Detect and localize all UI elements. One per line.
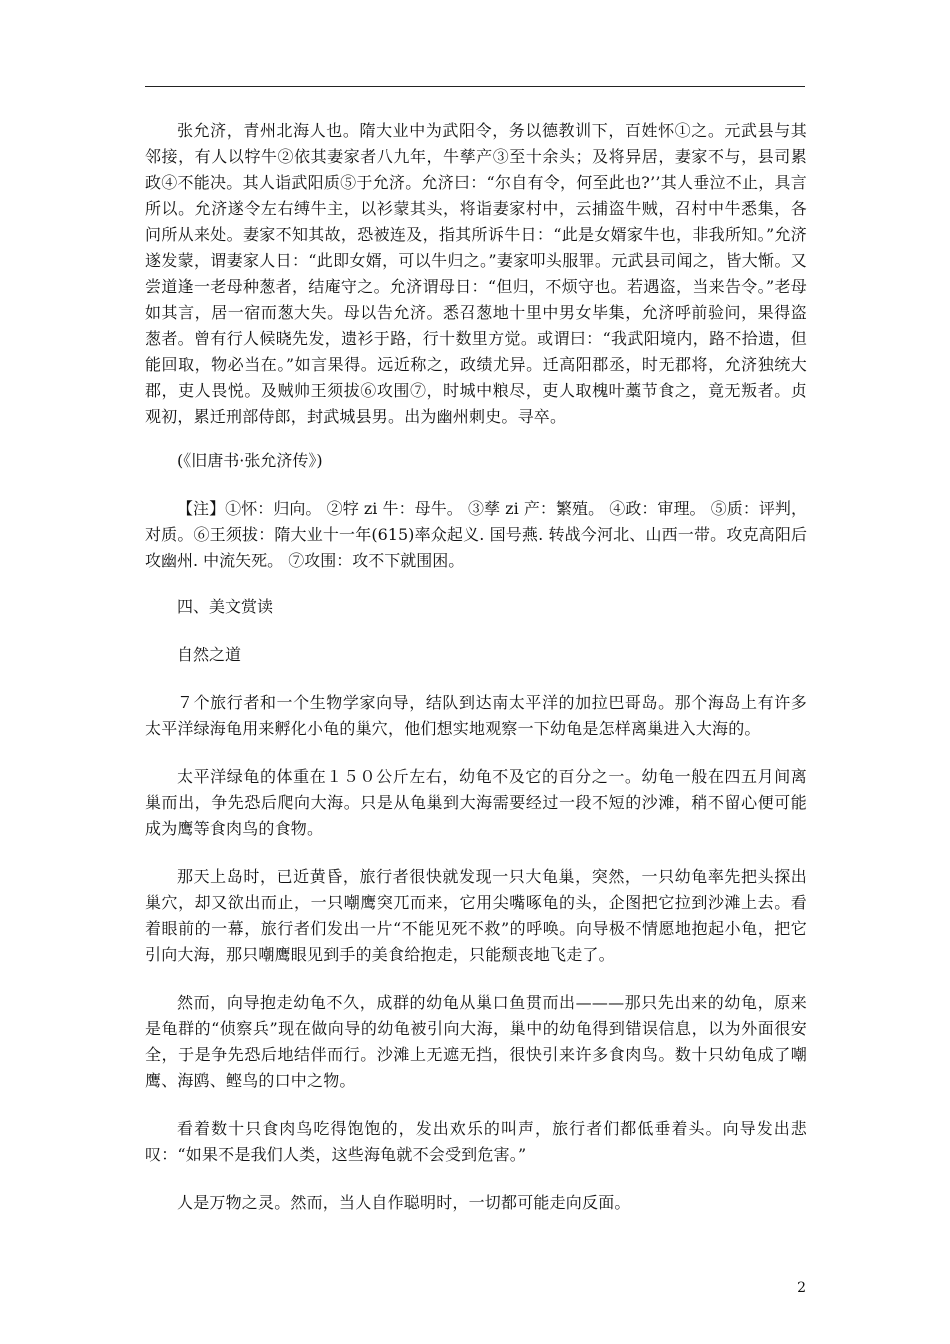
section-heading: 四、美文赏读	[177, 597, 274, 616]
document-body	[145, 118, 807, 1238]
classical-text-body: 张允济，青州北海人也。隋大业中为武阳令，务以德教训下，百姓怀①之。元武县与其邻接，有人以牸牛②依其妻家者八九年，牛孳产③至十余头；及将异居，妻家不与，县司累政④不能决。其人诣武阳质⑤于允济。允济曰：“尔自有令，何至此也?’’其人垂泣不止，具言所以。允济遂令左右缚牛主，以衫蒙其头，将诣妻家村中，云捕盗牛贼，召村中牛悉集，各问所从来处。妻家不知其故，恐被连及，指其所诉牛日：“此是女婿家牛也，非我所知。”允济遂发蒙，谓妻家人日：“此即女婿，可以牛归之。”妻家叩头服罪。元武县司闻之，皆大惭。又尝道逢一老母种葱者，结庵守之。允济谓母日：“但归，不烦守也。若遇盗，当来告令。”老母如其言，居一宿而葱大失。母以告允济。悉召葱地十里中男女毕集，允济呼前验问，果得盗葱者。曾有行人候晓先发，遗衫于路，行十数里方觉。或谓曰：“我武阳境内，路不拾遗，但能回取，物必当在。”如言果得。远近称之，政绩尤异。迁高阳郡丞，时无郡将，允济独统大郡，吏人畏悦。及贼帅王须拔⑥攻围⑦，时城中粮尽，吏人取槐叶藁节食之，竟无叛者。贞观初，累迁刑部侍郎，封武城县男。出为幽州刺史。寻卒。	[145, 121, 807, 426]
essay-title: 自然之道	[177, 645, 242, 664]
page-number: 2	[797, 1280, 806, 1296]
essay-paragraph: 太平洋绿龟的体重在１５０公斤左右，幼龟不及它的百分之一。幼龟一般在四五月间离巢而出，争先恐后爬向大海。只是从龟巢到大海需要经过一段不短的沙滩，稍不留心便可能成为鹰等食肉鸟的食物。	[145, 767, 807, 838]
essay-paragraph: 那天上岛时，已近黄昏，旅行者很快就发现一只大龟巢，突然，一只幼龟率先把头探出巢穴，却又欲出而止，一只嘲鹰突兀而来，它用尖嘴啄龟的头，企图把它拉到沙滩上去。看着眼前的一幕，旅行者们发出一片“不能见死不救”的呼唤。向导极不情愿地抱起小龟，把它引向大海，那只嘲鹰眼见到手的美食给抱走，只能颓丧地飞走了。	[145, 867, 807, 964]
essay-paragraph: 然而，向导抱走幼龟不久，成群的幼龟从巢口鱼贯而出———那只先出来的幼龟，原来是龟群的“侦察兵”现在做向导的幼龟被引向大海，巢中的幼龟得到错误信息，以为外面很安全，于是争先恐后地结伴而行。沙滩上无遮无挡，很快引来许多食肉鸟。数十只幼龟成了嘲鹰、海鸥、鲣鸟的口中之物。	[145, 993, 807, 1090]
essay-paragraph: 看着数十只食肉鸟吃得饱饱的，发出欢乐的叫声，旅行者们都低垂着头。向导发出悲叹：“如果不是我们人类，这些海龟就不会受到危害。”	[145, 1119, 807, 1164]
essay-paragraph: 人是万物之灵。然而，当人自作聪明时，一切都可能走向反面。	[177, 1193, 631, 1212]
classical-text-notes: 【注】①怀：归向。 ②牸 zi 牛：母牛。 ③孳 zi 产：繁殖。 ④政：审理。 ⑤质：评判，对质。⑥王须拔：隋大业十一年(615)率众起义. 国号燕. 转战今河北、山西一带。攻克高阳后攻幽州. 中流矢死。 ⑦攻围：攻不下就围困。	[145, 499, 807, 570]
essay-paragraph: ７个旅行者和一个生物学家向导，结队到达南太平洋的加拉巴哥岛。那个海岛上有许多太平洋绿海龟用来孵化小龟的巢穴，他们想实地观察一下幼龟是怎样离巢进入大海的。	[145, 693, 807, 738]
header-rule	[145, 86, 805, 87]
classical-text-source: (《旧唐书·张允济传》)	[177, 451, 323, 470]
